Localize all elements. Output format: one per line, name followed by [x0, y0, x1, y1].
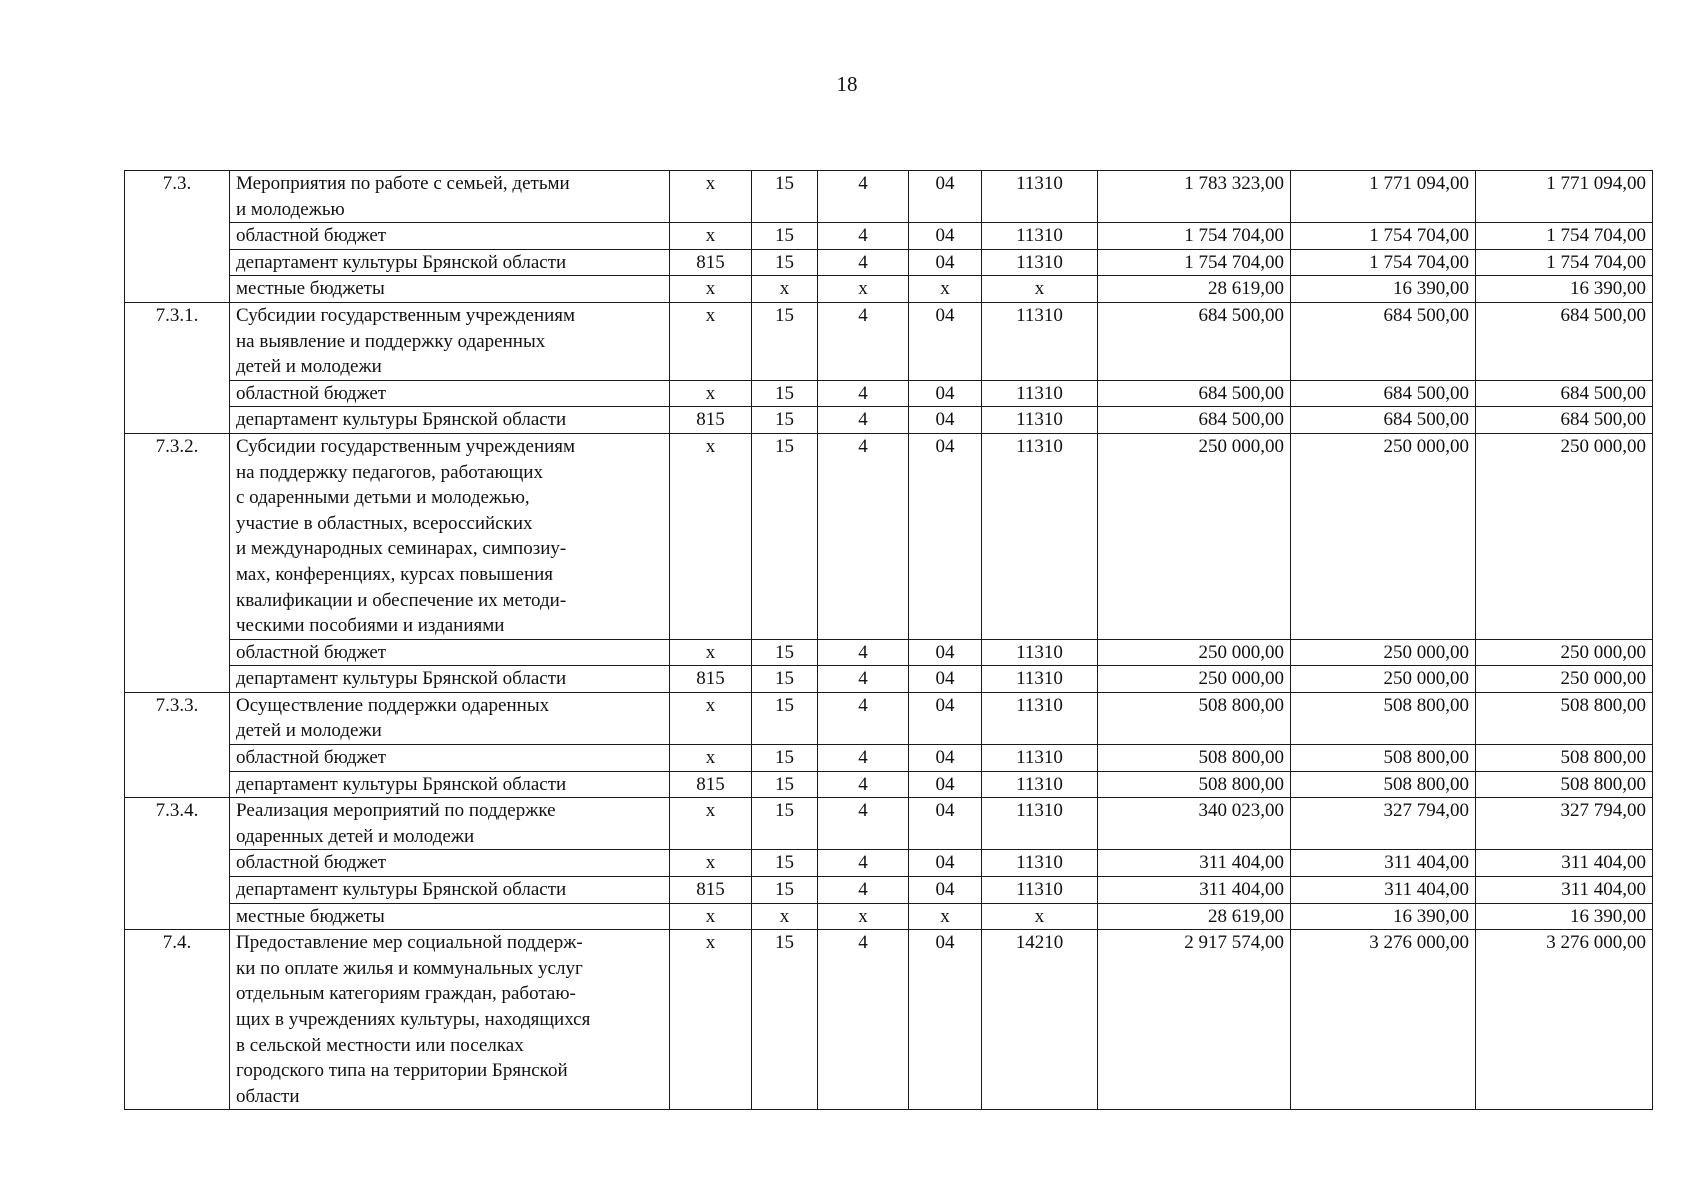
code-cell-subprogram: 4: [818, 771, 909, 798]
code-cell-program: 15: [752, 877, 818, 904]
code-cell-subprogram: 4: [818, 302, 909, 380]
amount-year-3: 250 000,00: [1476, 666, 1653, 693]
code-cell-grbs: х: [670, 380, 752, 407]
code-cell-subprogram: 4: [818, 380, 909, 407]
code-cell-direction: 11310: [982, 745, 1098, 772]
table-row: [125, 302, 1653, 380]
amount-year-2: 16 390,00: [1291, 276, 1476, 303]
amount-year-3: 16 390,00: [1476, 276, 1653, 303]
code-cell-subprogram: 4: [818, 433, 909, 639]
code-cell-subprogram: 4: [818, 877, 909, 904]
code-cell-program: 15: [752, 771, 818, 798]
amount-year-3: 1 754 704,00: [1476, 223, 1653, 250]
amount-year-2: 684 500,00: [1291, 407, 1476, 434]
table-row: [125, 692, 1653, 744]
code-cell-subprogram: 4: [818, 639, 909, 666]
code-cell-main-activity: 04: [909, 666, 982, 693]
code-cell-subprogram: 4: [818, 666, 909, 693]
amount-year-3: 1 754 704,00: [1476, 249, 1653, 276]
row-description: местные бюджеты: [230, 276, 670, 303]
item-number: 7.3.1.: [125, 302, 230, 433]
code-cell-direction: х: [982, 903, 1098, 930]
code-cell-program: 15: [752, 692, 818, 744]
code-cell-subprogram: 4: [818, 407, 909, 434]
amount-year-1: 1 754 704,00: [1098, 223, 1291, 250]
amount-year-3: 508 800,00: [1476, 692, 1653, 744]
amount-year-2: 311 404,00: [1291, 877, 1476, 904]
table-row: [125, 433, 1653, 639]
amount-year-1: 250 000,00: [1098, 433, 1291, 639]
code-cell-grbs: х: [670, 745, 752, 772]
item-number: 7.4.: [125, 930, 230, 1110]
table-row: [125, 877, 1653, 904]
row-description: департамент культуры Брянской области: [230, 249, 670, 276]
row-description: Реализация мероприятий по поддержке одаренных детей и молодежи: [230, 798, 670, 850]
amount-year-2: 1 754 704,00: [1291, 223, 1476, 250]
code-cell-main-activity: х: [909, 276, 982, 303]
row-description: местные бюджеты: [230, 903, 670, 930]
code-cell-subprogram: 4: [818, 745, 909, 772]
code-cell-subprogram: 4: [818, 692, 909, 744]
amount-year-1: 28 619,00: [1098, 903, 1291, 930]
item-number: 7.3.4.: [125, 798, 230, 930]
amount-year-3: 3 276 000,00: [1476, 930, 1653, 1110]
code-cell-grbs: х: [670, 302, 752, 380]
row-description: областной бюджет: [230, 639, 670, 666]
code-cell-direction: 14210: [982, 930, 1098, 1110]
amount-year-1: 684 500,00: [1098, 380, 1291, 407]
item-number: 7.3.2.: [125, 433, 230, 692]
code-cell-grbs: 815: [670, 877, 752, 904]
amount-year-1: 250 000,00: [1098, 639, 1291, 666]
table-row: [125, 223, 1653, 250]
table-row: [125, 798, 1653, 850]
row-description: Субсидии государственным учреждениям на выявление и поддержку одаренных детей и молодежи: [230, 302, 670, 380]
table-row: [125, 276, 1653, 303]
code-cell-direction: 11310: [982, 692, 1098, 744]
table-row: [125, 850, 1653, 877]
code-cell-direction: 11310: [982, 798, 1098, 850]
code-cell-main-activity: 04: [909, 171, 982, 223]
code-cell-main-activity: 04: [909, 798, 982, 850]
amount-year-3: 1 771 094,00: [1476, 171, 1653, 223]
row-description: Мероприятия по работе с семьей, детьми и молодежью: [230, 171, 670, 223]
row-description: департамент культуры Брянской области: [230, 771, 670, 798]
code-cell-direction: 11310: [982, 666, 1098, 693]
code-cell-subprogram: 4: [818, 850, 909, 877]
code-cell-program: 15: [752, 249, 818, 276]
code-cell-subprogram: 4: [818, 223, 909, 250]
code-cell-grbs: х: [670, 903, 752, 930]
code-cell-direction: 11310: [982, 771, 1098, 798]
code-cell-direction: 11310: [982, 380, 1098, 407]
code-cell-grbs: х: [670, 639, 752, 666]
amount-year-2: 508 800,00: [1291, 771, 1476, 798]
row-description: департамент культуры Брянской области: [230, 666, 670, 693]
table-row: [125, 171, 1653, 223]
code-cell-main-activity: х: [909, 903, 982, 930]
code-cell-grbs: х: [670, 798, 752, 850]
code-cell-program: 15: [752, 433, 818, 639]
code-cell-subprogram: 4: [818, 798, 909, 850]
code-cell-grbs: х: [670, 171, 752, 223]
code-cell-direction: 11310: [982, 223, 1098, 250]
code-cell-main-activity: 04: [909, 771, 982, 798]
amount-year-3: 311 404,00: [1476, 877, 1653, 904]
code-cell-program: 15: [752, 302, 818, 380]
code-cell-direction: 11310: [982, 302, 1098, 380]
table-row: [125, 771, 1653, 798]
code-cell-main-activity: 04: [909, 249, 982, 276]
amount-year-1: 340 023,00: [1098, 798, 1291, 850]
amount-year-2: 16 390,00: [1291, 903, 1476, 930]
table-row: [125, 666, 1653, 693]
code-cell-subprogram: 4: [818, 171, 909, 223]
code-cell-direction: 11310: [982, 433, 1098, 639]
code-cell-program: 15: [752, 407, 818, 434]
row-description: областной бюджет: [230, 745, 670, 772]
amount-year-2: 684 500,00: [1291, 380, 1476, 407]
row-description: областной бюджет: [230, 850, 670, 877]
code-cell-main-activity: 04: [909, 850, 982, 877]
amount-year-2: 1 771 094,00: [1291, 171, 1476, 223]
table-body: [125, 171, 1653, 1110]
amount-year-3: 250 000,00: [1476, 433, 1653, 639]
code-cell-subprogram: 4: [818, 249, 909, 276]
amount-year-3: 311 404,00: [1476, 850, 1653, 877]
table-row: [125, 903, 1653, 930]
amount-year-2: 250 000,00: [1291, 666, 1476, 693]
row-description: областной бюджет: [230, 223, 670, 250]
amount-year-1: 250 000,00: [1098, 666, 1291, 693]
code-cell-main-activity: 04: [909, 745, 982, 772]
row-description: Предоставление мер социальной поддерж- ки по оплате жилья и коммунальных услуг отдельным категориям граждан, работаю- щих в учреждениях культуры, находящихся в сельской местности или поселках городского типа на территории Брянской области: [230, 930, 670, 1110]
code-cell-grbs: х: [670, 850, 752, 877]
code-cell-grbs: х: [670, 930, 752, 1110]
amount-year-2: 327 794,00: [1291, 798, 1476, 850]
code-cell-program: 15: [752, 666, 818, 693]
code-cell-subprogram: 4: [818, 930, 909, 1110]
code-cell-grbs: х: [670, 276, 752, 303]
page-number: 18: [836, 72, 858, 96]
code-cell-main-activity: 04: [909, 930, 982, 1110]
amount-year-3: 327 794,00: [1476, 798, 1653, 850]
amount-year-1: 684 500,00: [1098, 302, 1291, 380]
amount-year-2: 250 000,00: [1291, 639, 1476, 666]
code-cell-main-activity: 04: [909, 302, 982, 380]
table-row: [125, 930, 1653, 1110]
code-cell-program: 15: [752, 850, 818, 877]
amount-year-3: 684 500,00: [1476, 302, 1653, 380]
amount-year-1: 508 800,00: [1098, 771, 1291, 798]
code-cell-direction: 11310: [982, 639, 1098, 666]
table-row: [125, 249, 1653, 276]
code-cell-main-activity: 04: [909, 407, 982, 434]
amount-year-2: 508 800,00: [1291, 692, 1476, 744]
item-number: 7.3.: [125, 171, 230, 303]
code-cell-direction: 11310: [982, 171, 1098, 223]
code-cell-program: 15: [752, 745, 818, 772]
item-number: 7.3.3.: [125, 692, 230, 797]
amount-year-2: 250 000,00: [1291, 433, 1476, 639]
table-row: [125, 639, 1653, 666]
row-description: Субсидии государственным учреждениям на поддержку педагогов, работающих с одаренными детьми и молодежью, участие в областных, всероссийских и международных семинарах, симпозиу- мах, конференциях, курсах повышения квалификации и обеспечение их методи- ческими пособиями и изданиями: [230, 433, 670, 639]
amount-year-1: 508 800,00: [1098, 745, 1291, 772]
code-cell-grbs: 815: [670, 771, 752, 798]
code-cell-program: 15: [752, 639, 818, 666]
code-cell-direction: 11310: [982, 850, 1098, 877]
row-description: департамент культуры Брянской области: [230, 407, 670, 434]
amount-year-3: 508 800,00: [1476, 771, 1653, 798]
code-cell-program: 15: [752, 798, 818, 850]
row-description: департамент культуры Брянской области: [230, 877, 670, 904]
amount-year-2: 311 404,00: [1291, 850, 1476, 877]
code-cell-program: 15: [752, 171, 818, 223]
amount-year-1: 28 619,00: [1098, 276, 1291, 303]
table-row: [125, 407, 1653, 434]
code-cell-main-activity: 04: [909, 380, 982, 407]
amount-year-2: 684 500,00: [1291, 302, 1476, 380]
code-cell-grbs: х: [670, 223, 752, 250]
amount-year-2: 1 754 704,00: [1291, 249, 1476, 276]
code-cell-program: х: [752, 903, 818, 930]
code-cell-direction: 11310: [982, 249, 1098, 276]
amount-year-1: 2 917 574,00: [1098, 930, 1291, 1110]
row-description: Осуществление поддержки одаренных детей и молодежи: [230, 692, 670, 744]
code-cell-main-activity: 04: [909, 692, 982, 744]
amount-year-1: 1 783 323,00: [1098, 171, 1291, 223]
code-cell-grbs: 815: [670, 666, 752, 693]
code-cell-direction: 11310: [982, 877, 1098, 904]
table-row: [125, 745, 1653, 772]
amount-year-1: 508 800,00: [1098, 692, 1291, 744]
amount-year-3: 250 000,00: [1476, 639, 1653, 666]
amount-year-2: 3 276 000,00: [1291, 930, 1476, 1110]
code-cell-subprogram: х: [818, 903, 909, 930]
row-description: областной бюджет: [230, 380, 670, 407]
amount-year-1: 684 500,00: [1098, 407, 1291, 434]
code-cell-grbs: 815: [670, 407, 752, 434]
amount-year-3: 508 800,00: [1476, 745, 1653, 772]
code-cell-program: 15: [752, 223, 818, 250]
amount-year-2: 508 800,00: [1291, 745, 1476, 772]
code-cell-grbs: 815: [670, 249, 752, 276]
amount-year-3: 16 390,00: [1476, 903, 1653, 930]
amount-year-1: 311 404,00: [1098, 850, 1291, 877]
code-cell-subprogram: х: [818, 276, 909, 303]
code-cell-program: х: [752, 276, 818, 303]
code-cell-grbs: х: [670, 692, 752, 744]
code-cell-grbs: х: [670, 433, 752, 639]
code-cell-main-activity: 04: [909, 877, 982, 904]
amount-year-1: 311 404,00: [1098, 877, 1291, 904]
code-cell-program: 15: [752, 930, 818, 1110]
amount-year-1: 1 754 704,00: [1098, 249, 1291, 276]
code-cell-main-activity: 04: [909, 433, 982, 639]
budget-table: [124, 170, 1653, 1110]
code-cell-direction: х: [982, 276, 1098, 303]
amount-year-3: 684 500,00: [1476, 407, 1653, 434]
code-cell-direction: 11310: [982, 407, 1098, 434]
amount-year-3: 684 500,00: [1476, 380, 1653, 407]
code-cell-program: 15: [752, 380, 818, 407]
code-cell-main-activity: 04: [909, 223, 982, 250]
table-row: [125, 380, 1653, 407]
code-cell-main-activity: 04: [909, 639, 982, 666]
